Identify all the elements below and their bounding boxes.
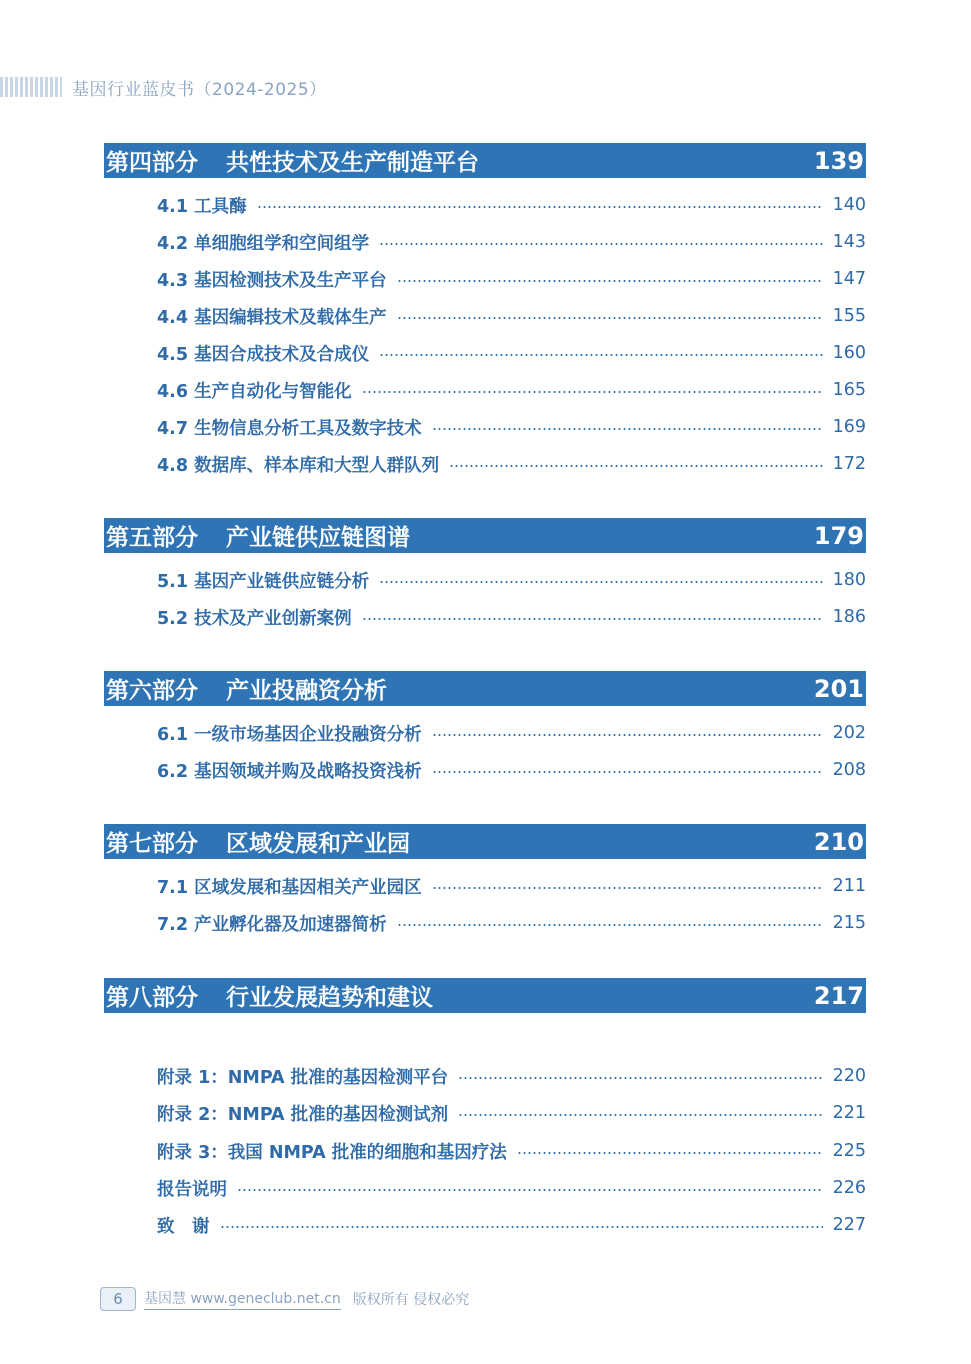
part-page: 201 xyxy=(813,674,864,703)
toc-entry-page: 202 xyxy=(832,723,866,743)
part-page: 139 xyxy=(813,146,864,175)
dot-leader xyxy=(379,581,823,583)
toc-entry-label: 6.1 一级市场基因企业投融资分析 xyxy=(157,724,422,745)
header-title: 基因行业蓝皮书（2024-2025） xyxy=(72,79,327,100)
toc-entry-page: 155 xyxy=(832,306,866,326)
toc-entry[interactable] xyxy=(157,757,866,783)
toc-entry-label: 6.2 基因领域并购及战略投资浅析 xyxy=(157,761,422,782)
dot-leader xyxy=(379,354,823,356)
toc-entry-page: 220 xyxy=(832,1066,866,1086)
page-footer xyxy=(100,1286,469,1312)
dot-leader xyxy=(432,771,823,773)
toc-entry-page: 186 xyxy=(832,607,866,627)
toc-entry[interactable] xyxy=(157,266,866,292)
toc-entry[interactable] xyxy=(157,604,866,630)
toc-entry[interactable] xyxy=(157,451,866,477)
toc-entry-label: 致 谢 xyxy=(157,1216,210,1237)
dot-leader xyxy=(397,317,823,319)
dot-leader xyxy=(432,734,823,736)
toc-entry-page: 140 xyxy=(832,195,866,215)
page-number-badge: 6 xyxy=(100,1287,136,1311)
part-page: 179 xyxy=(813,521,864,550)
part-title: 共性技术及生产制造平台 xyxy=(226,150,479,176)
dot-leader xyxy=(432,887,823,889)
appendix-entry[interactable] xyxy=(157,1063,866,1089)
part-heading-5[interactable] xyxy=(104,518,866,553)
part-title: 区域发展和产业园 xyxy=(226,831,410,857)
part-title: 产业链供应链图谱 xyxy=(226,525,410,551)
dot-leader xyxy=(458,1114,822,1116)
toc-entry[interactable] xyxy=(157,910,866,936)
part-heading-4[interactable] xyxy=(104,143,866,178)
dot-leader xyxy=(517,1152,823,1154)
toc-entry-label: 报告说明 xyxy=(157,1179,227,1200)
toc-entry[interactable] xyxy=(157,229,866,255)
toc-entry-label: 4.4 基因编辑技术及载体生产 xyxy=(157,307,387,328)
toc-entry-page: 165 xyxy=(832,380,866,400)
dot-leader xyxy=(449,465,823,467)
dot-leader xyxy=(362,391,823,393)
toc-entry-page: 143 xyxy=(832,232,866,252)
header-grid-decoration xyxy=(0,77,62,97)
toc-entry[interactable] xyxy=(157,873,866,899)
toc-entry[interactable] xyxy=(157,303,866,329)
dot-leader xyxy=(397,280,823,282)
part-label: 第五部分 xyxy=(106,525,198,551)
toc-entry-label: 附录 3：我国 NMPA 批准的细胞和基因疗法 xyxy=(157,1142,507,1163)
toc-entry-page: 160 xyxy=(832,343,866,363)
running-header xyxy=(0,72,327,102)
toc-entry-page: 221 xyxy=(832,1103,866,1123)
toc-entry-page: 147 xyxy=(832,269,866,289)
toc-entry[interactable] xyxy=(157,720,866,746)
part-page: 217 xyxy=(813,981,864,1010)
toc-entry-label: 4.3 基因检测技术及生产平台 xyxy=(157,270,387,291)
toc-entry-label: 7.2 产业孵化器及加速器简析 xyxy=(157,914,387,935)
part-label: 第四部分 xyxy=(106,150,198,176)
part-title: 行业发展趋势和建议 xyxy=(226,985,433,1011)
toc-entry-page: 227 xyxy=(832,1215,866,1235)
dot-leader xyxy=(379,243,823,245)
footer-site-link[interactable]: 基因慧 www.geneclub.net.cn xyxy=(144,1288,341,1310)
part-heading-6[interactable] xyxy=(104,671,866,706)
toc-entry-label: 5.2 技术及产业创新案例 xyxy=(157,608,352,629)
toc-entry-label: 附录 1：NMPA 批准的基因检测平台 xyxy=(157,1067,449,1088)
part-label: 第七部分 xyxy=(106,831,198,857)
toc-entry-page: 169 xyxy=(832,417,866,437)
toc-entry-label: 7.1 区域发展和基因相关产业园区 xyxy=(157,877,422,898)
toc-entry[interactable] xyxy=(157,567,866,593)
toc-entry-page: 226 xyxy=(832,1178,866,1198)
toc-entry-label: 4.2 单细胞组学和空间组学 xyxy=(157,233,370,254)
dot-leader xyxy=(432,428,823,430)
dot-leader xyxy=(237,1189,823,1191)
toc-entry[interactable] xyxy=(157,414,866,440)
appendix-entry[interactable] xyxy=(157,1100,866,1126)
toc-entry-label: 4.8 数据库、样本库和大型人群队列 xyxy=(157,455,440,476)
footer-rights: 版权所有 侵权必究 xyxy=(352,1292,470,1308)
toc-entry[interactable] xyxy=(157,192,866,218)
part-heading-7[interactable] xyxy=(104,824,866,859)
part-label: 第六部分 xyxy=(106,678,198,704)
part-page: 210 xyxy=(813,827,864,856)
toc-entry-page: 208 xyxy=(832,760,866,780)
toc-entry-label: 4.6 生产自动化与智能化 xyxy=(157,381,352,402)
dot-leader xyxy=(257,206,823,208)
appendix-entry[interactable] xyxy=(157,1138,866,1164)
toc-entry-label: 附录 2：NMPA 批准的基因检测试剂 xyxy=(157,1104,449,1125)
dot-leader xyxy=(458,1077,822,1079)
part-label: 第八部分 xyxy=(106,985,198,1011)
toc-entry-label: 5.1 基因产业链供应链分析 xyxy=(157,571,370,592)
toc-entry-page: 172 xyxy=(832,454,866,474)
part-heading-8[interactable] xyxy=(104,978,866,1013)
toc-entry-page: 225 xyxy=(832,1141,866,1161)
toc-entry-page: 180 xyxy=(832,570,866,590)
toc-entry-label: 4.7 生物信息分析工具及数字技术 xyxy=(157,418,422,439)
appendix-entry[interactable] xyxy=(157,1175,866,1201)
dot-leader xyxy=(362,618,823,620)
dot-leader xyxy=(397,924,823,926)
part-title: 产业投融资分析 xyxy=(226,678,387,704)
toc-entry-label: 4.5 基因合成技术及合成仪 xyxy=(157,344,370,365)
toc-entry[interactable] xyxy=(157,340,866,366)
dot-leader xyxy=(220,1226,823,1228)
toc-entry-page: 211 xyxy=(832,876,866,896)
toc-entry-label: 4.1 工具酶 xyxy=(157,196,247,217)
toc-entry-page: 215 xyxy=(832,913,866,933)
appendix-entry[interactable] xyxy=(157,1212,866,1238)
toc-entry[interactable] xyxy=(157,377,866,403)
